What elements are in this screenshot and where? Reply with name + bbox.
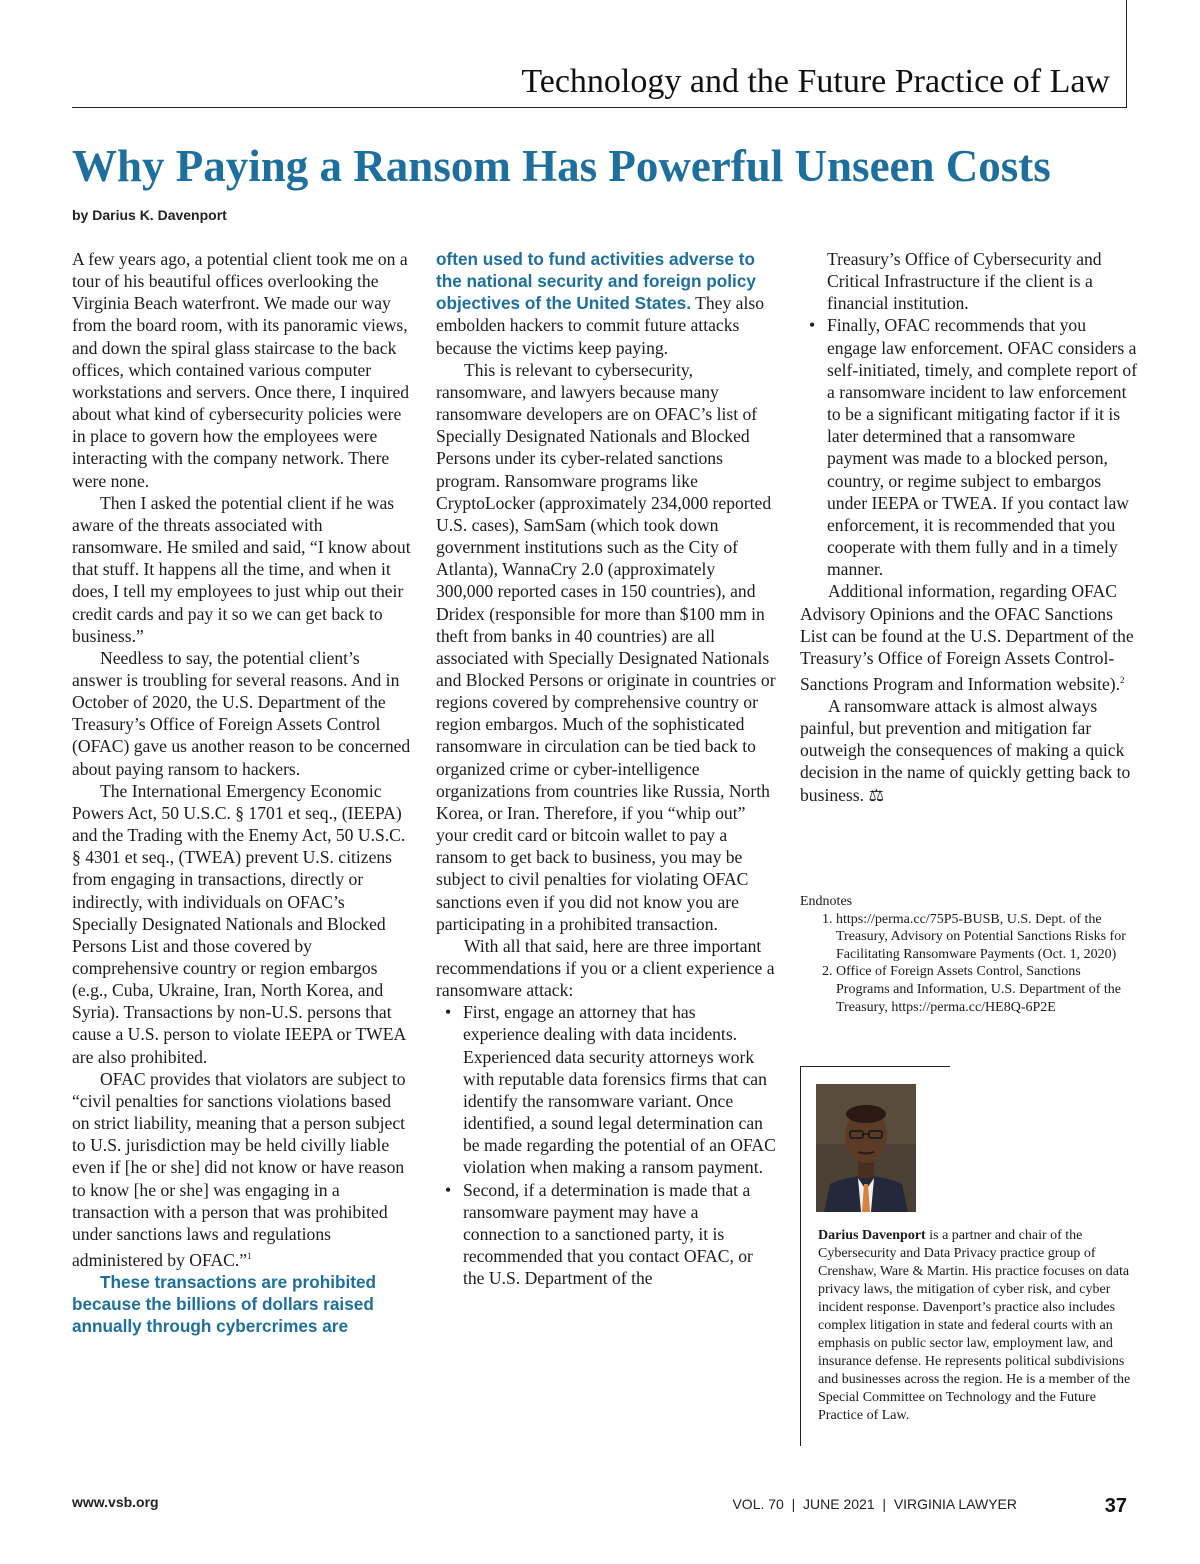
bullet-icon: • — [809, 315, 816, 336]
paragraph — [436, 248, 776, 359]
bullet-icon: • — [445, 1179, 452, 1200]
pull-quote-continued: often used to fund activities adverse to the national security and foreign policy objectives of the United States. — [436, 249, 756, 314]
column-1 — [72, 248, 412, 1338]
paragraph: Then I asked the potential client if he was aware of the threats associated with ransomware. He smiled and said, “I know about that stuff. It happens all the time, and when it does, I tell my employees to just whip out their credit cards and pay it so we can get back to business.” — [72, 492, 411, 646]
column-3 — [800, 248, 1140, 806]
footer-issue: VOL. 70 | JUNE 2021 | VIRGINIA LAWYER — [732, 1496, 1017, 1512]
recommendation-list — [436, 1001, 776, 1289]
endnote-item: 1. https://perma.cc/75P5-BUSB, U.S. Dept. of the Treasury, Advisory on Potential Sanctions Risks for Facilitating Ransomware Payments (Oct. 1, 2020) — [836, 911, 1130, 964]
list-item — [436, 1001, 776, 1178]
paragraph: The International Emergency Economic Powers Act, 50 U.S.C. § 1701 et seq., (IEEPA) and the Trading with the Enemy Act, 50 U.S.C. § 4301 et seq., (TWEA) prevent U.S. citizens from engaging in transactions, directly or indirectly, with individuals on OFAC’s Specially Designated Nationals and Blocked Persons List and those covered by comprehensive country or region embargos (e.g., Cuba, Ukraine, Iran, North Korea, and Syria). Transactions by non-U.S. persons that cause a U.S. person to violate IEEPA or TWEA are also prohibited. — [72, 780, 406, 1067]
article-title: Why Paying a Ransom Has Powerful Unseen Costs — [72, 141, 1051, 191]
pull-quote: These transactions are prohibited because the billions of dollars raised annually through cybercrimes are — [72, 1272, 377, 1337]
list-item-text: First, engage an attorney that has experience dealing with data incidents. Experienced data security attorneys work with reputable data forensics firms that can identify the ransomware variant. Once identified, a sound legal determination can be made regarding the potential of an OFAC violation when making a ransom payment. — [463, 1002, 776, 1178]
author-bio-text: is a partner and chair of the Cybersecurity and Data Privacy practice group of Crenshaw, Ware & Martin. His practice focuses on data privacy laws, the mitigation of cyber risk, and cyber incident response. Davenport’s practice also includes complex litigation in state and federal courts with an emphasis on public sector law, employment law, and insurance defense. He represents political subdivisions and businesses across the region. He is a member of the Special Committee on Technology and the Future Practice of Law. — [818, 1228, 1131, 1423]
endnote-ref-2: 2 — [1120, 674, 1125, 685]
author-bio — [818, 1227, 1136, 1425]
byline: by Darius K. Davenport — [72, 207, 227, 223]
paragraph-text: They also embolden hackers to commit future attacks because the victims keep paying. — [436, 293, 764, 358]
paragraph: Needless to say, the potential client’s answer is troubling for several reasons. And in October of 2020, the U.S. Department of the Treasury’s Office of Foreign Assets Control (OFAC) gave us another reason to be concerned about paying ransom to hackers. — [72, 647, 411, 779]
list-item — [800, 314, 1140, 580]
list-item-continued: Treasury’s Office of Cybersecurity and Critical Infrastructure if the client is a financial institution. — [827, 249, 1102, 314]
section-title: Technology and the Future Practice of Law — [521, 63, 1110, 100]
list-item — [436, 1179, 776, 1290]
endnotes-heading: Endnotes — [800, 894, 853, 909]
author-name: Darius Davenport — [818, 1228, 926, 1243]
paragraph-text: A ransomware attack is almost always painful, but prevention and mitigation far outweigh the consequences of making a quick decision in the name of quickly getting back to business. — [800, 695, 1131, 805]
endnote-item: 2. Office of Foreign Assets Control, Sanctions Programs and Information, U.S. Department of the Treasury, https://perma.cc/HE8Q-6P2E — [836, 963, 1130, 1016]
endnote-ref-1: 1 — [247, 1251, 252, 1262]
author-portrait-icon — [816, 1084, 916, 1212]
paragraph: This is relevant to cybersecurity, ransomware, and lawyers because many ransomware developers are on OFAC’s list of Specially Designated Nationals and Blocked Persons under its cyber-related sanctions program. Ransomware programs like CryptoLocker (approximately 234,000 reported U.S. cases), SamSam (which took down government institutions such as the City of Atlanta), WannaCry 2.0 (approximately 300,000 reported cases in 150 countries), and Dridex (responsible for more than $100 mm in theft from banks in 40 countries) are all associated with Specially Designated Nationals and Blocked Persons or originate in countries or regions covered by comprehensive country or region embargos. Much of the sophisticated ransomware in circulation can be tied back to organized crime or cyber-intelligence organizations from countries like Russia, North Korea, or Iran. Therefore, if you “whip out” your credit card or bitcoin wallet to pay a ransom to get back to business, you may be subject to civil penalties for violating OFAC sanctions even if you did not know you are participating in a prohibited transaction. — [436, 359, 776, 934]
recommendation-list — [800, 314, 1140, 580]
paragraph — [800, 580, 1140, 695]
bio-rule-horizontal — [800, 1066, 950, 1067]
end-mark-icon: ⚖ — [868, 784, 885, 805]
paragraph: With all that said, here are three important recommendations if you or a client experience a ransomware attack: — [436, 935, 775, 1001]
bullet-icon: • — [445, 1002, 452, 1023]
footer-url: www.vsb.org — [72, 1494, 159, 1510]
author-photo — [816, 1084, 916, 1212]
paragraph — [72, 1068, 412, 1271]
header-vertical-rule — [1126, 0, 1127, 108]
endnotes — [800, 893, 1130, 1016]
bio-rule-vertical — [800, 1066, 801, 1446]
paragraph: A few years ago, a potential client took me on a tour of his beautiful offices overlooking the Virginia Beach waterfront. We made our way from the board room, with its panoramic views, and down the spiral glass staircase to the back offices, which contained various computer workstations and servers. Once there, I inquired about what kind of cybersecurity policies were in place to govern how the employees were interacting with the company network. There were none. — [72, 249, 410, 491]
paragraph-text: OFAC provides that violators are subject to “civil penalties for sanctions violations based on strict liability, meaning that a person subject to U.S. jurisdiction may be held civilly liable even if [he or she] did not know or have reason to know [he or she] was engaging in a transaction with a person that was prohibited under sanctions laws and regulations administered by OFAC.” — [72, 1068, 406, 1270]
paragraph-text: Additional information, regarding OFAC Advisory Opinions and the OFAC Sanctions List can be found at the U.S. Department of the Treasury’s Office of Foreign Assets Control-Sanctions Program and Information website). — [800, 581, 1134, 694]
page-number: 37 — [1104, 1495, 1127, 1517]
list-item-text: Finally, OFAC recommends that you engage law enforcement. OFAC considers a self-initiated, timely, and complete report of a ransomware incident to law enforcement to be a significant mitigating factor if it is later determined that a ransomware payment was made to a blocked person, country, or regime subject to embargos under IEEPA or TWEA. If you contact law enforcement, it is recommended that you cooperate with them fully and in a timely manner. — [827, 315, 1138, 580]
header-rule — [72, 107, 1127, 108]
paragraph — [800, 695, 1140, 806]
column-2 — [436, 248, 776, 1289]
list-item-text: Second, if a determination is made that a ransomware payment may have a connection to a sanctioned party, it is recommended that you contact OFAC, or the U.S. Department of the — [463, 1179, 753, 1289]
